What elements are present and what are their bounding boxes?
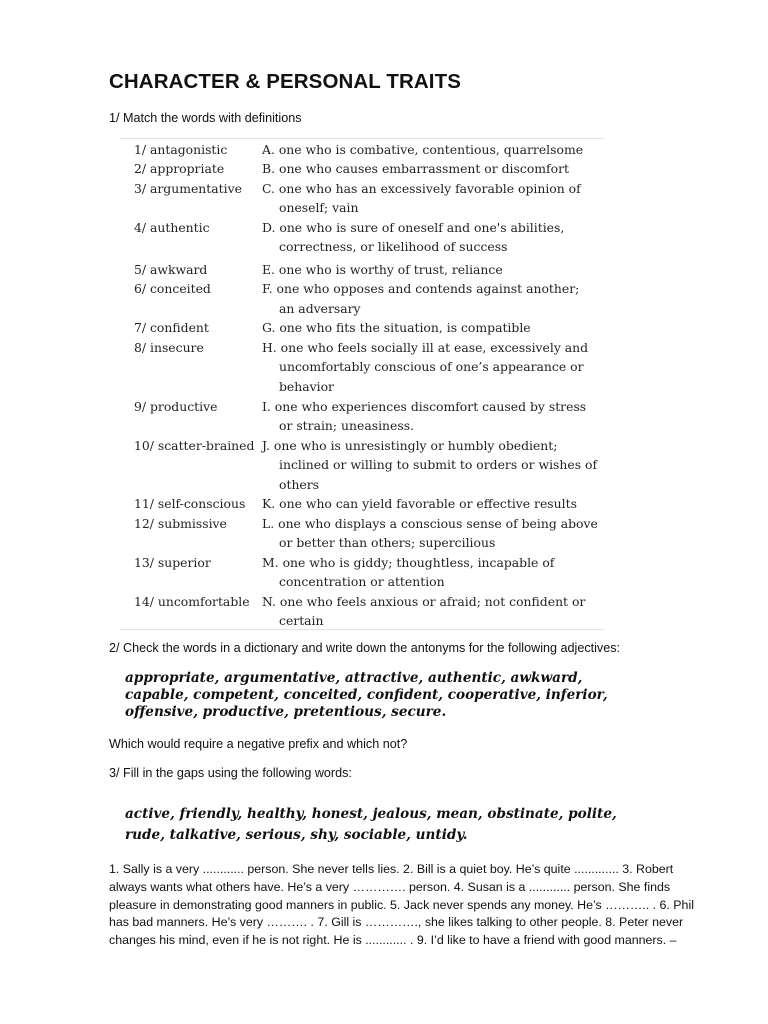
word-cell: 5/ awkward xyxy=(134,262,208,277)
adjective-word-box xyxy=(125,670,608,721)
definition-cell: oneself; vain xyxy=(279,200,359,215)
definition-cell: others xyxy=(279,477,320,492)
word-cell: 7/ confident xyxy=(134,320,209,335)
section2-heading: 2/ Check the words in a dictionary and write down the antonyms for the following adjectives: xyxy=(109,641,621,655)
gap-fill-paragraph xyxy=(109,861,719,950)
definition-cell: uncomfortably conscious of one’s appearance or xyxy=(279,359,584,374)
table-row xyxy=(134,220,604,240)
word-box-line: capable, competent, conceited, confident, cooperative, inferior, xyxy=(125,687,608,703)
paragraph-line: pleasure in demonstrating good manners in public. 5. Jack never spends any money. He’s ……….. . 6. Phil xyxy=(109,897,694,912)
definition-cell: L. one who displays a conscious sense of being above xyxy=(262,516,598,531)
table-row xyxy=(134,142,604,162)
table-row xyxy=(134,181,604,201)
word-cell: 4/ authentic xyxy=(134,220,210,235)
definition-cell: N. one who feels anxious or afraid; not confident or xyxy=(262,594,586,609)
paragraph-line: 1. Sally is a very ............ person. She never tells lies. 2. Bill is a quiet boy. He’s quite ............. 3. Robert xyxy=(109,862,674,876)
definition-cell: K. one who can yield favorable or effective results xyxy=(262,496,577,511)
word-cell: 2/ appropriate xyxy=(134,161,225,176)
definition-cell: inclined or willing to submit to orders or wishes of xyxy=(279,457,598,472)
word-cell: 1/ antagonistic xyxy=(134,142,228,157)
table-row xyxy=(134,574,604,594)
table-row xyxy=(134,281,604,301)
definition-cell: I. one who experiences discomfort caused by stress xyxy=(262,399,587,414)
definition-cell: or strain; uneasiness. xyxy=(279,418,414,433)
definition-cell: concentration or attention xyxy=(279,574,445,589)
table-row xyxy=(134,262,604,282)
definition-cell: certain xyxy=(279,613,324,628)
definition-cell: or better than others; supercilious xyxy=(279,535,496,550)
definition-cell: J. one who is unresistingly or humbly obedient; xyxy=(262,438,558,453)
table-row xyxy=(134,200,604,220)
definition-cell: C. one who has an excessively favorable opinion of xyxy=(262,181,581,196)
definition-cell: H. one who feels socially ill at ease, excessively and xyxy=(262,340,589,355)
word-cell: 14/ uncomfortable xyxy=(134,594,250,609)
definition-cell: E. one who is worthy of trust, reliance xyxy=(262,262,503,277)
definition-cell: B. one who causes embarrassment or discomfort xyxy=(262,161,569,176)
table-row xyxy=(134,555,604,575)
table-row xyxy=(134,359,604,379)
definition-cell: F. one who opposes and contends against another; xyxy=(262,281,580,296)
definition-cell: an adversary xyxy=(279,301,361,316)
definition-cell: G. one who fits the situation, is compatible xyxy=(262,320,531,335)
table-row xyxy=(134,239,604,259)
definition-cell: correctness, or likelihood of success xyxy=(279,239,508,254)
word-cell: 3/ argumentative xyxy=(134,181,242,196)
table-row xyxy=(134,496,604,516)
table-row xyxy=(134,516,604,536)
section2-question: Which would require a negative prefix and which not? xyxy=(109,737,408,751)
table-row xyxy=(134,320,604,340)
paragraph-line: has bad manners. He’s very ………. . 7. Gill is …………., she likes talking to other people. 8. Peter never xyxy=(109,915,684,930)
word-cell: 11/ self-conscious xyxy=(134,496,246,511)
table-row xyxy=(134,438,604,458)
definition-cell: behavior xyxy=(279,379,334,394)
section1-heading: 1/ Match the words with definitions xyxy=(109,111,302,125)
table-row xyxy=(134,457,604,477)
word-cell: 9/ productive xyxy=(134,399,218,414)
word-box-line: offensive, productive, pretentious, secure. xyxy=(125,704,447,720)
word-cell: 10/ scatter-brained xyxy=(134,438,255,453)
table-row xyxy=(134,594,604,614)
table-row xyxy=(134,161,604,181)
word-cell: 12/ submissive xyxy=(134,516,227,531)
word-box-line: appropriate, argumentative, attractive, authentic, awkward, xyxy=(125,670,583,686)
word-box-line: rude, talkative, serious, shy, sociable, untidy. xyxy=(125,827,468,843)
paragraph-line: changes his mind, even if he is not right. He is ............ . 9. I’d like to have a friend with good manners. – xyxy=(109,933,677,948)
word-cell: 6/ conceited xyxy=(134,281,211,296)
table-top-divider xyxy=(120,138,604,139)
table-row xyxy=(134,477,604,497)
page-title: CHARACTER & PERSONAL TRAITS xyxy=(109,70,461,93)
section3-heading: 3/ Fill in the gaps using the following words: xyxy=(109,766,352,780)
gap-fill-word-box xyxy=(125,804,617,846)
definition-cell: D. one who is sure of oneself and one's abilities, xyxy=(262,220,565,235)
table-bottom-divider xyxy=(120,629,604,630)
paragraph-line: always wants what others have. He’s a very …………. person. 4. Susan is a ............ person. She finds xyxy=(109,879,671,894)
table-row xyxy=(134,301,604,321)
table-row xyxy=(134,340,604,360)
table-row xyxy=(134,535,604,555)
table-row xyxy=(134,379,604,399)
table-row xyxy=(134,399,604,419)
table-row xyxy=(134,418,604,438)
word-cell: 13/ superior xyxy=(134,555,211,570)
word-box-line: active, friendly, healthy, honest, jealous, mean, obstinate, polite, xyxy=(125,806,617,822)
word-cell: 8/ insecure xyxy=(134,340,204,355)
definition-cell: M. one who is giddy; thoughtless, incapable of xyxy=(262,555,555,570)
definition-cell: A. one who is combative, contentious, quarrelsome xyxy=(262,142,584,157)
